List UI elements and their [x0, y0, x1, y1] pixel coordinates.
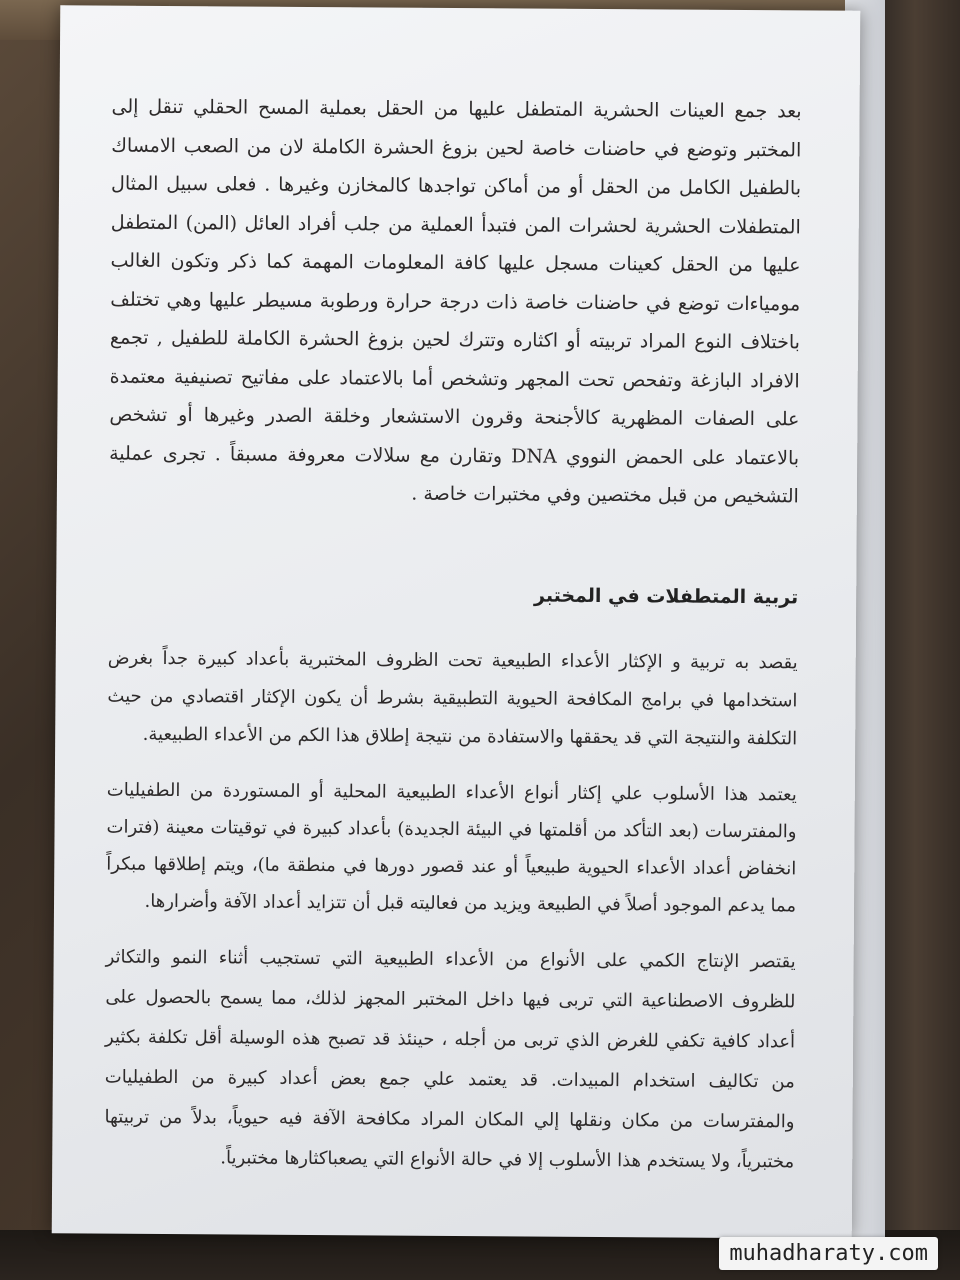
paragraph-intro: بعد جمع العينات الحشرية المتطفل عليها من الحقل بعملية المسح الحقلي تنقل إلى المختبر وتوضع في حاضنات خاصة لحين بزوغ الحشرة الكاملة لان من الصعب الامساك بالطفيل الكامل من الحقل أو من أماكن تواجدها كالمخازن وغيرها . فعلى سبيل المثال المتطفلات الحشرية لحشرات المن فتبدأ العملية من جلب أفراد العائل (المن) المتطفل عليها من الحقل كعينات مسجل عليها كافة المعلومات المهمة كما ذكر وتكون الغالب مومياءات توضع في حاضنات خاصة ذات درجة حرارة ورطوبة مسيطر عليها وهي تختلف باختلاف النوع المراد تربيته أو اكثاره وتترك لحين بزوغ الحشرة الكاملة للطفيل , تجمع الافراد البازغة وتفحص تحت المجهر وتشخص أما بالاعتماد على مفاتيح تصنيفية معتمدة على الصفات المظهرية كالأجنحة وقرون الاستشعار وخلقة الصدر وغيرها أو تشخص بالاعتماد على الحمض النووي DNA وتقارن مع سلالات معروفة مسبقاً . تجرى عملية التشخيص من قبل مختصين وفي مختبرات خاصة .: [109, 95, 802, 508]
book-page: [52, 5, 861, 1239]
site-watermark: muhadharaty.com: [719, 1237, 938, 1270]
section-heading: تربية المتطفلات في المختبر: [533, 584, 799, 609]
paragraph-mass-production: يقتصر الإنتاج الكمي على الأنواع من الأعداء الطبيعية التي تستجيب أثناء النمو والتكاثر للظروف الاصطناعية التي تربى فيها داخل المختبر المجهز لذلك، مما يسمح بالحصول على أعداد كافية تكفي للغرض الذي تربى من أجله ، حينئذ قد تصبح هذه الوسيلة أقل تكلفة بكثير من تكاليف استخدام المبيدات. قد يعتمد علي جمع بعض أعداد كبيرة من الطفيليات والمفترسات من مكان ونقلها إلي المكان المراد مكافحة الآفة فيه حيوياً، بدلاً من تربيتها مختبرياً، ولا يستخدم هذا الأسلوب إلا في حالة الأنواع التي يصعباكثارها مختبرياً.: [104, 946, 796, 1173]
paragraph-method: يعتمد هذا الأسلوب علي إكثار أنواع الأعداء الطبيعية المحلية أو المستوردة من الطفيليات والمفترسات (بعد التأكد من أقلمتها في البيئة الجديدة) بأعداد كبيرة في توقيتات معينة (فترات انخفاض أعداد الأعداء الحيوية طبيعياً أو عند قصور دورها في منطقة ما)، ويتم إطلاقها مبكراً مما يدعم الموجود أصلاً في الطبيعة ويزيد من فعاليته قبل أن تتزايد أعداد الآفة وأضرارها.: [106, 779, 797, 917]
paragraph-definition: يقصد به تربية و الإكثار الأعداء الطبيعية تحت الظروف المختبرية بأعداد كبيرة جداً بغرض استخدامها في برامج المكافحة الحيوية التطبيقية بشرط أن يكون الإكثار اقتصادي من حيث التكلفة والنتيجة التي قد يحققها والاستفادة من نتيجة إطلاق هذا الكم من الأعداء الطبيعية.: [107, 647, 798, 750]
